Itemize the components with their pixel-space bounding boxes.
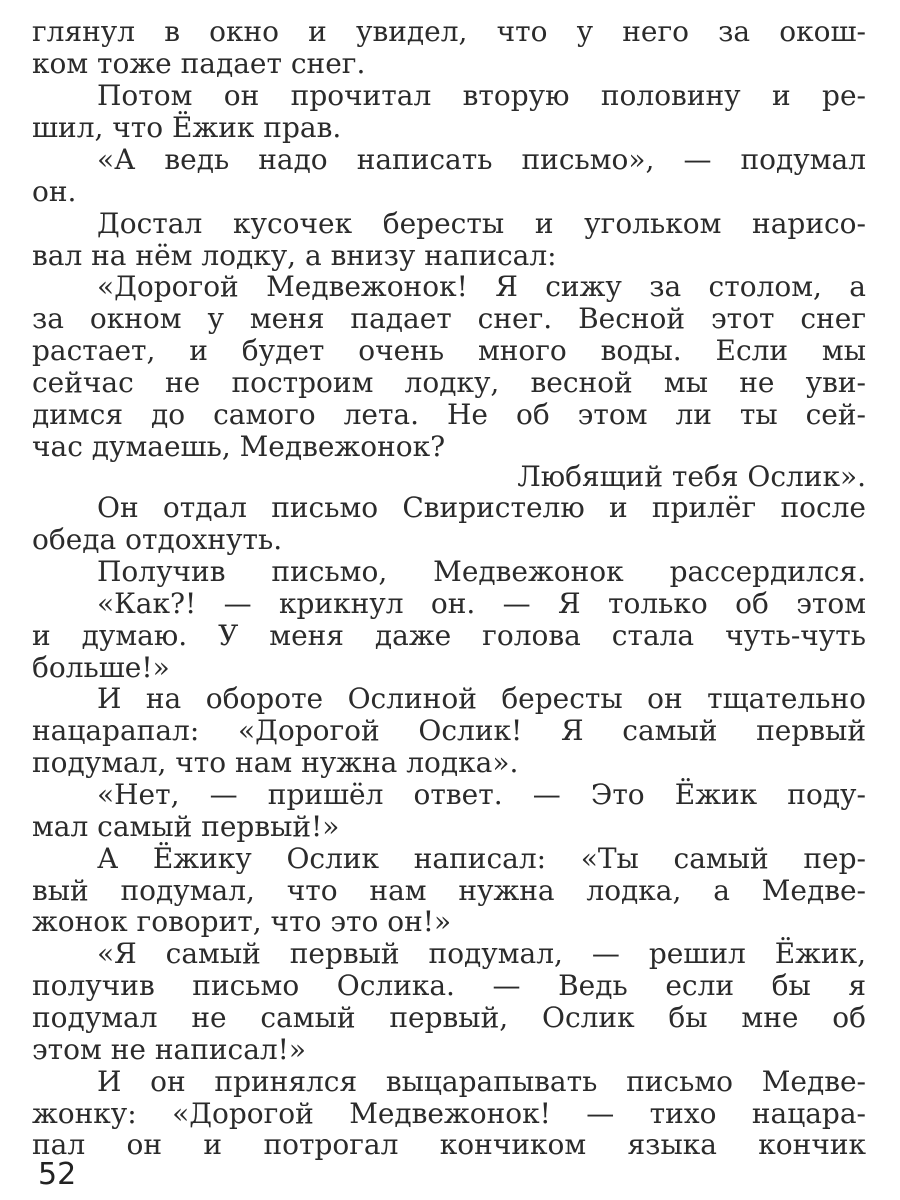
text-line: получив письмо Ослика. — Ведь если бы я bbox=[32, 969, 866, 1002]
letter-signature: Любящий тебя Ослик». bbox=[517, 460, 866, 493]
text-line: вал на нём лодку, а внизу написал: bbox=[32, 239, 557, 272]
text-line: Потом он прочитал вторую половину и ре- bbox=[97, 79, 866, 112]
text-line: обеда отдохнуть. bbox=[32, 523, 283, 556]
page-number: 52 bbox=[38, 1157, 77, 1192]
text-line: жонок говорит, что это он!» bbox=[32, 905, 452, 938]
text-line: подумал, что нам нужна лодка». bbox=[32, 746, 519, 779]
text-line: И он принялся выцарапывать письмо Медве- bbox=[97, 1065, 866, 1098]
text-line: «Нет, — пришёл ответ. — Это Ёжик поду- bbox=[97, 778, 866, 811]
text-line: больше!» bbox=[32, 651, 170, 684]
text-line: он. bbox=[32, 175, 77, 208]
text-line: Достал кусочек бересты и угольком нарисо- bbox=[97, 207, 866, 240]
text-line: димся до самого лета. Не об этом ли ты сей- bbox=[32, 398, 866, 431]
text-line: Получив письмо, Медвежонок рассердился. bbox=[97, 555, 866, 588]
text-line: этом не написал!» bbox=[32, 1033, 307, 1066]
text-line: и думаю. У меня даже голова стала чуть-чуть bbox=[32, 619, 866, 652]
text-line: И на обороте Ослиной бересты он тщательно bbox=[97, 682, 866, 715]
text-line: час думаешь, Медвежонок? bbox=[32, 430, 446, 463]
text-line: «А ведь надо написать письмо», — подумал bbox=[97, 143, 866, 176]
text-line: Он отдал письмо Свиристелю и прилёг после bbox=[97, 491, 866, 524]
text-line: А Ёжику Ослик написал: «Ты самый пер- bbox=[97, 842, 866, 875]
text-line: пал он и потрогал кончиком языка кончик bbox=[32, 1128, 866, 1161]
text-line: растает, и будет очень много воды. Если мы bbox=[32, 334, 866, 367]
text-line: «Я самый первый подумал, — решил Ёжик, bbox=[97, 937, 866, 970]
text-line: глянул в окно и увидел, что у него за окош- bbox=[32, 15, 866, 48]
text-line: ком тоже падает снег. bbox=[32, 47, 366, 80]
text-line: «Как?! — крикнул он. — Я только об этом bbox=[97, 587, 866, 620]
text-line: «Дорогой Медвежонок! Я сижу за столом, а bbox=[97, 270, 866, 303]
text-line: вый подумал, что нам нужна лодка, а Медве- bbox=[32, 874, 866, 907]
text-line: за окном у меня падает снег. Весной этот снег bbox=[32, 302, 866, 335]
text-line: подумал не самый первый, Ослик бы мне об bbox=[32, 1001, 866, 1034]
text-line: сейчас не построим лодку, весной мы не уви- bbox=[32, 366, 866, 399]
text-line: мал самый первый!» bbox=[32, 810, 340, 843]
text-line: жонку: «Дорогой Медвежонок! — тихо нацара- bbox=[32, 1097, 866, 1130]
text-line: шил, что Ёжик прав. bbox=[32, 111, 342, 144]
text-line: нацарапал: «Дорогой Ослик! Я самый первый bbox=[32, 714, 866, 747]
